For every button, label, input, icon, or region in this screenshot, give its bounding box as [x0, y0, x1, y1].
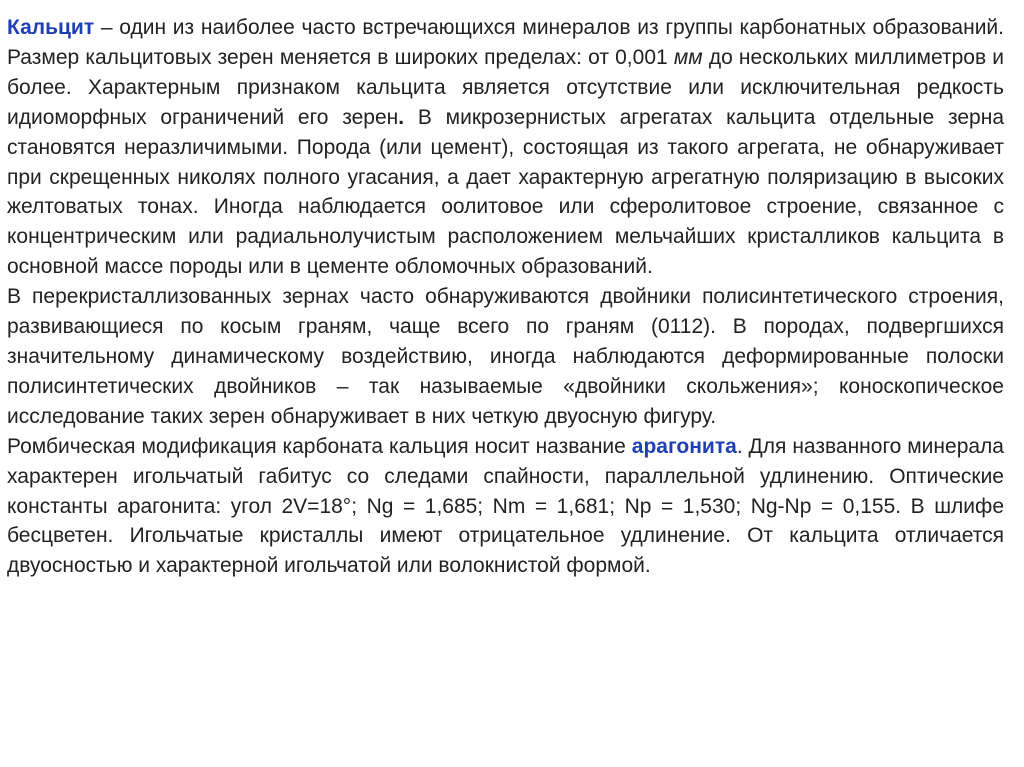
body-text: [7, 13, 1004, 581]
unit-mm: мм: [673, 45, 703, 69]
bold-period: .: [398, 105, 405, 129]
term-aragonite: арагонита: [631, 434, 737, 458]
paragraph-twins: [7, 282, 1004, 432]
paragraph-twins-text: В перекристаллизованных зернах часто обнаруживаются двойники полисинтетического строения, развивающиеся по косым граням, чаще всего по граням (0112). В породах, подвергшихся значительному динамическому воздействию, иногда наблюдаются деформированные полоски полисинтетических двойников – так называемые «двойники скольжения»; коноскопическое исследование таких зерен обнаруживает в них четкую двуосную фигуру.: [7, 285, 1004, 428]
paragraph-aragonite-text-a: Ромбическая модификация карбоната кальция носит название: [7, 434, 632, 458]
paragraph-calcite-text-c: В микрозернистых агрегатах кальцита отдельные зерна становятся неразличимыми. Порода (или цемент), состоящая из такого агрегата, не обнаруживает при скрещенных николях полного угасания, а дает характерную агрегатную поляризацию в высоких желтоватых тонах. Иногда наблюдается оолитовое или сферолитовое строение, связанное с концентрическим или радиальнолучистым расположением мельчайших кристалликов кальцита в основной массе породы или в цементе обломочных образований.: [7, 105, 1004, 279]
paragraph-aragonite-text-b: . Для названного минерала характерен игольчатый габитус со следами спайности, параллельной удлинению. Оптические константы арагонита: угол 2V=18°; Ng = 1,685; Nm = 1,681; Np = 1,530; Ng-Np = 0,155. В шлифе бесцветен. Игольчатые кристаллы имеют отрицательное удлинение. От кальцита отличается двуосностью и характерной игольчатой или волокнистой формой.: [7, 434, 1004, 578]
paragraph-calcite-text-b: до нескольких миллиметров и более. Характерным признаком кальцита является отсутствие или исключительная редкость идиоморфных ограничений его зерен: [7, 45, 1005, 129]
term-calcite: Кальцит: [7, 16, 95, 39]
paragraph-calcite-text-a: – один из наиболее часто встречающихся минералов из группы карбонатных образований. Размер кальцитовых зерен меняется в широких пределах: от 0,001: [7, 16, 1004, 69]
paragraph-calcite: [7, 13, 1004, 282]
paragraph-aragonite: [7, 432, 1004, 582]
